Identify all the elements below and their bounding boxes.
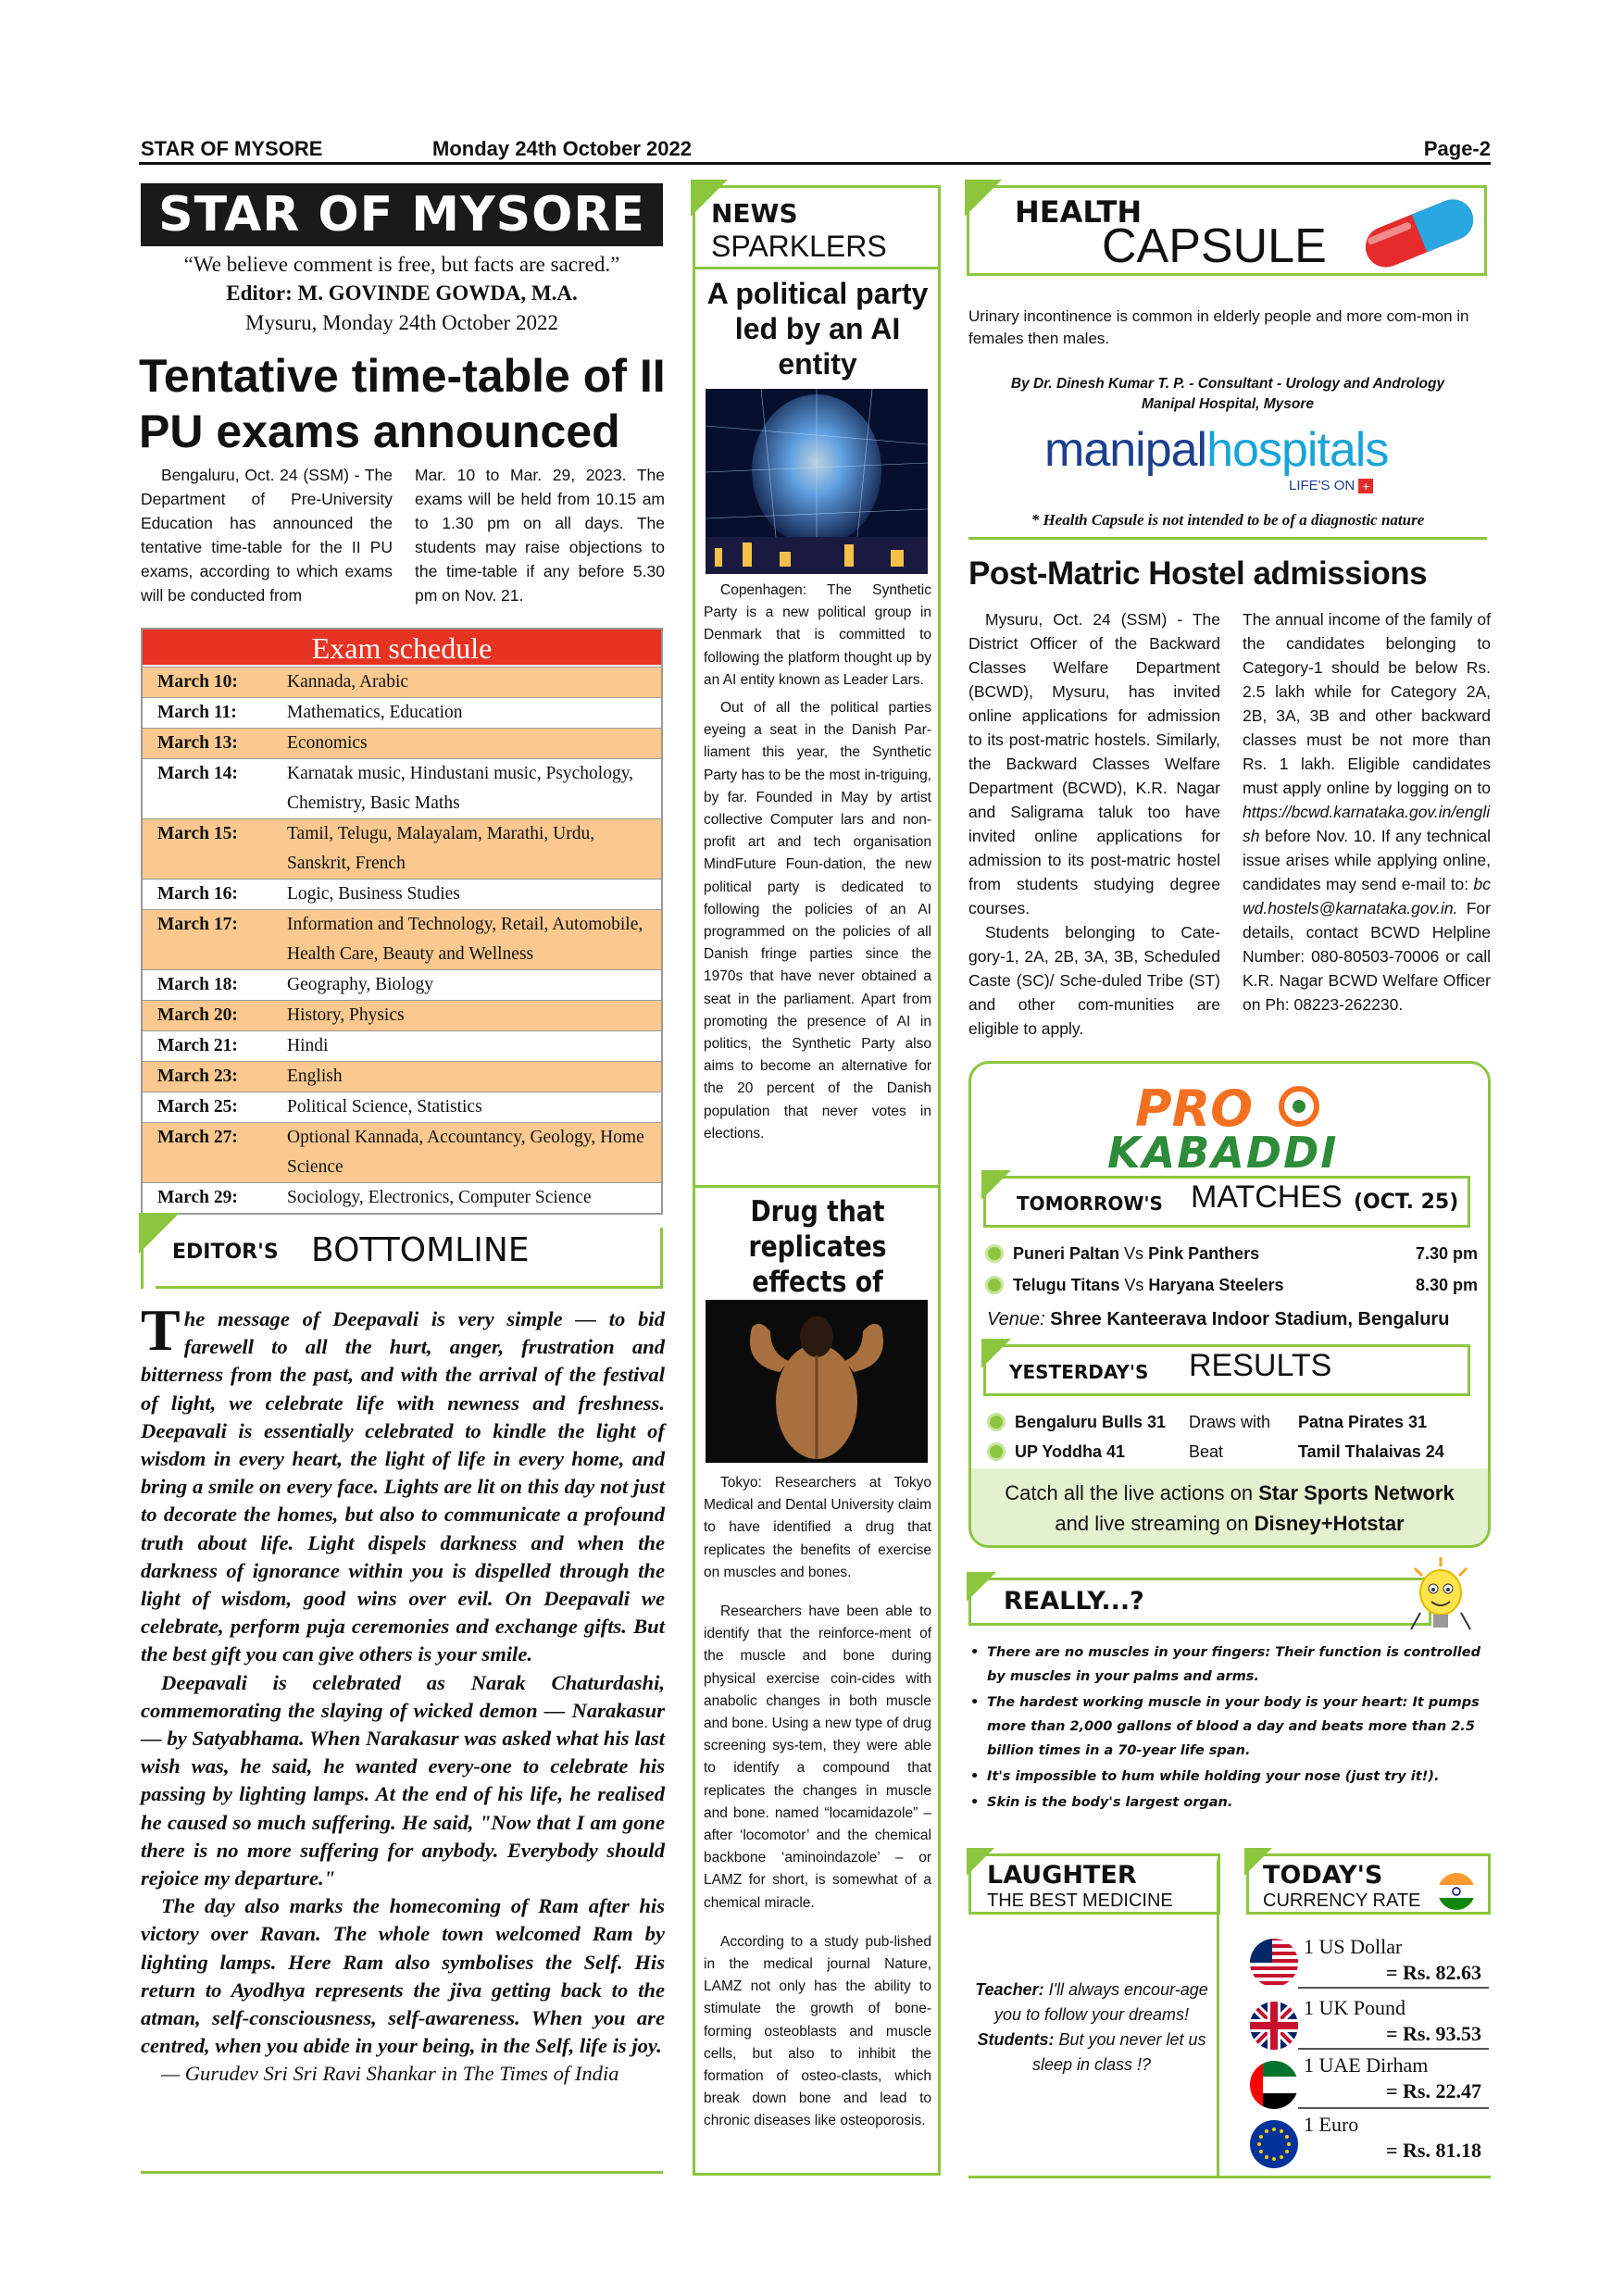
exam-subjects: Hindi xyxy=(287,1036,329,1055)
editorial-p1: he message of Deepavali is very simple — to bid farewell to all the hurt, anger, frustration and bitterness from the past, and with the arrival of the festival of light, we celebrate life with newness and freshness. Deepavali is essentially celebrated to kindle the light of wisdom in every heart, the light of life in every home, and bring a smile on every face. Lights are lit on this day not just to decorate the homes, but also to communicate a profound truth about life. Light dispels darkness and when the darkness of ignorance within you is dispelled through the light of wisdom, good wins over evil. On Deepavali we celebrate, perform puja ceremonies and exchange gifts. But the best gift you can give others is your smile. xyxy=(141,1307,665,1666)
bullet-dot-icon xyxy=(985,1276,1004,1294)
match-team2: Haryana Steelers xyxy=(1148,1276,1284,1294)
exam-date: March 11: xyxy=(157,703,237,722)
result-team1: UP Yoddha 41 xyxy=(1015,1442,1126,1461)
broadcast-channel: Star Sports Network xyxy=(1258,1481,1455,1504)
hostel-col1-p2: Students belonging to Cate-gory-1, 2A, 2B, 3A, 3B, Scheduled Caste (SC)/ Sche-duled Tribe (ST) and other com-munities are eligible to apply. xyxy=(968,923,1220,1038)
health-text: Urinary incontinence is common in elderly people and more com-mon in females then males. xyxy=(968,307,1469,347)
fact-item xyxy=(968,1765,1493,1789)
india-flag-icon xyxy=(1437,1872,1476,1911)
capsule-pill-icon xyxy=(1350,189,1489,278)
corner-tab-icon xyxy=(981,1339,1011,1368)
exam-schedule-table xyxy=(141,628,663,1215)
kabaddi-logo2: KABADDI xyxy=(1107,1128,1339,1178)
hostel-col2-b: before Nov. 10. If any technical issue arises while applying online, candidates may send e-mail to: xyxy=(1243,827,1491,893)
exam-row xyxy=(143,667,661,697)
facts-list xyxy=(968,1641,1493,1815)
result-verb: Draws with xyxy=(1189,1413,1271,1431)
corner-tab-icon xyxy=(967,1572,996,1602)
result-row xyxy=(987,1439,1478,1468)
match-team1: Telugu Titans xyxy=(1013,1276,1120,1294)
exam-row xyxy=(143,1000,661,1030)
yesterday-big: RESULTS xyxy=(1189,1348,1332,1383)
masthead-dateline: Mysuru, Monday 24th October 2022 xyxy=(245,311,558,334)
health-byline1: By Dr. Dinesh Kumar T. P. - Consultant - Urology and Andrology xyxy=(1010,376,1445,392)
bullet-icon: • xyxy=(970,1695,980,1710)
laughter-joke xyxy=(968,1978,1215,2078)
exam-row xyxy=(143,1122,661,1182)
col1-rule xyxy=(141,2171,663,2174)
really-label: REALLY...? xyxy=(1004,1587,1144,1616)
hostel-headline: Post-Matric Hostel admissions xyxy=(968,555,1428,592)
exam-schedule-title: Exam schedule xyxy=(143,630,661,667)
kabaddi-broadcast xyxy=(971,1468,1488,1545)
bottomline-frame-left xyxy=(141,1228,144,1289)
exam-schedule-rows xyxy=(143,667,661,1213)
editorial-credit: — Gurudev Sri Sri Ravi Shankar in The Times of India xyxy=(161,2062,619,2086)
match-team1: Puneri Paltan xyxy=(1013,1244,1120,1263)
result-team2: Patna Pirates 31 xyxy=(1298,1413,1428,1431)
lead-col1: Bengaluru, Oct. 24 (SSM) - The Department of Pre-University Education has announced the tentative time-table for the II PU exams, according to which exams will be conducted from xyxy=(141,466,393,605)
header-paper: STAR OF MYSORE xyxy=(141,137,323,160)
venue-name: Shree Kanteerava Indoor Stadium, Bengaluru xyxy=(1050,1309,1450,1329)
header-date: Monday 24th October 2022 xyxy=(432,137,692,160)
exam-date: March 14: xyxy=(157,764,238,783)
hostel-email-link[interactable]: bcwd.hostels@karnataka.gov.in. xyxy=(1243,875,1491,917)
result-row xyxy=(987,1409,1478,1439)
story1-p1: Copenhagen: The Synthetic Party is a new political group in Denmark that is committed to following the platform thought up by an AI entity known as Leader Lars. xyxy=(704,582,931,688)
match-team2: Pink Panthers xyxy=(1148,1244,1260,1263)
exam-row xyxy=(143,1092,661,1122)
exam-row xyxy=(143,909,661,969)
student-label: Students: xyxy=(977,2030,1055,2049)
editorial-p3: The day also marks the homecoming of Ram after his victory over Ravan. The whole town welcomed Ram by lighting lamps. Here Ram also symbolises the Self. His return to Ayodhya represents the jiva getting back to the atman, self-consciousness, self-awareness. When you are centred, when you abide in your being, in the Self, life is joy. xyxy=(141,1894,665,2058)
hostel-col2-a: The annual income of the family of the candidates belonging to Category-1 should be below Rs. 2.5 lakh while for Category 2A, 2B, 3A, 3B and other backward classes must be not more than Rs. 1 lakh. Eligible candidates must apply online by logging on to xyxy=(1243,610,1491,797)
hostel-col2 xyxy=(1243,607,1491,1017)
laughter-label2: THE BEST MEDICINE xyxy=(987,1890,1173,1911)
kabaddi-emblem-icon xyxy=(1278,1085,1320,1128)
exam-date: March 13: xyxy=(157,733,238,753)
exam-subjects: Geography, Biology xyxy=(287,975,433,994)
result-list xyxy=(987,1409,1478,1468)
lead-headline: Tentative time-table of II PU exams announced xyxy=(139,350,666,457)
editorial-p2: Deepavali is celebrated as Narak Chaturdashi, commemorating the slaying of wicked demon — Narakasur — by Satyabhama. When Narakasur was asked what his last wish was, he said, he wanted every-one to celebrate his passing by lighting lamps. At the end of his life, he realised he caused so much suffering. He said, "Now that I am gone there is no more suffering for anybody. Everybody should rejoice my departure." xyxy=(141,1670,665,1890)
story1-p2: Out of all the political parties eyeing a seat in the Danish Par-liament this year, the Synthetic Party has to be the most in-triguing, by far. Founded in May by artist collective Computer lars and non-profit art and tech organisation MindFuture Foun-dation, the new political party is dedicated to following the policies of an AI programmed on the policies of all Danish fringe parties since the 1970s that have never obtained a seat in the parliament. Apart from promoting the presence of AI in politics, the Synthetic Party also aims to become an alternative for the 20 percent of the Danish population that never votes in elections. xyxy=(704,700,931,1142)
sparklers-divider xyxy=(693,1185,941,1188)
exam-date: March 25: xyxy=(157,1097,238,1117)
match-row xyxy=(981,1272,1481,1304)
exam-subjects: Karnatak music, Hindustani music, Psychology, Chemistry, Basic Maths xyxy=(287,764,634,813)
hostel-url-link[interactable]: https://bcwd.karnataka.gov.in/english xyxy=(1243,803,1491,845)
exam-subjects: Political Science, Statistics xyxy=(287,1097,482,1117)
hostel-col1-p1: Mysuru, Oct. 24 (SSM) - The District Officer of the Backward Classes Welfare Department (BCWD), Mysuru, has invited online applications for admission to its post-matric hostels. Similarly, the Backward Classes Welfare Department (BCWD), K.R. Nagar and Saligrama taluk too have invited online applications for admission to its post-matric hostel from students studying degree courses. xyxy=(968,610,1220,917)
header-page: Page-2 xyxy=(1423,137,1491,160)
tomorrow-small: TOMORROW'S xyxy=(1017,1192,1163,1215)
bottomline-label-big: BOTTOMLINE xyxy=(311,1231,530,1269)
currency-list xyxy=(1304,1935,1489,2172)
match-row xyxy=(981,1241,1481,1272)
manipal-tagline-text: LIFE'S ON xyxy=(1289,478,1355,493)
match-vs: Vs xyxy=(1124,1276,1144,1294)
story1-body xyxy=(704,580,931,1145)
fact-text: It's impossible to hum while holding your nose (just try it!). xyxy=(987,1769,1440,1784)
bullet-icon: • xyxy=(970,1795,980,1810)
exam-date: March 27: xyxy=(157,1128,238,1147)
exam-subjects: History, Physics xyxy=(287,1005,405,1025)
bullet-dot-icon xyxy=(987,1413,1006,1431)
exam-date: March 23: xyxy=(157,1067,238,1086)
sparklers-rule xyxy=(693,267,941,269)
corner-tab-icon xyxy=(965,180,1002,217)
masthead-motto: “We believe comment is free, but facts are sacred.” xyxy=(183,253,620,276)
teacher-line: I'll always encour-age you to follow your dreams! xyxy=(993,1980,1208,2024)
fact-text: The hardest working muscle in your body is your heart: It pumps more than 2,000 gallons of blood a day and beats more than 2.5 billion times in a 70-year life span. xyxy=(987,1695,1480,1758)
health-label2: CAPSULE xyxy=(1102,219,1327,273)
manipal-logo-a: manipal xyxy=(1044,423,1207,477)
dropcap: T xyxy=(141,1297,181,1363)
editorial-body xyxy=(141,1297,665,2089)
exam-row xyxy=(143,728,661,758)
exam-row xyxy=(143,697,661,728)
currency-label2: CURRENCY RATE xyxy=(1263,1890,1421,1911)
currency-label1: TODAY'S xyxy=(1263,1861,1383,1890)
laughter-label1: LAUGHTER xyxy=(987,1861,1137,1890)
uae-flag-icon xyxy=(1248,2059,1300,2111)
match-list xyxy=(981,1241,1481,1330)
lightbulb-character-icon xyxy=(1407,1555,1474,1641)
exam-date: March 18: xyxy=(157,975,238,994)
exam-subjects: Information and Technology, Retail, Automobile, Health Care, Beauty and Wellness xyxy=(287,915,643,964)
currency-name: 1 UAE Dirham xyxy=(1304,2053,1429,2077)
venue-label: Venue: xyxy=(987,1309,1045,1329)
exam-date: March 29: xyxy=(157,1188,238,1207)
exam-date: March 21: xyxy=(157,1036,238,1055)
fact-item xyxy=(968,1791,1493,1815)
kabaddi-logo1: PRO xyxy=(1135,1079,1254,1138)
match-time: 8.30 pm xyxy=(1415,1276,1478,1294)
teacher-label: Teacher: xyxy=(975,1980,1044,1999)
story2-p1: Tokyo: Researchers at Tokyo Medical and Dental University claim to have identified a drug that replicates the benefits of exercise on muscles and bones. xyxy=(704,1475,931,1580)
exam-subjects: Economics xyxy=(287,733,368,753)
hostel-col2-c: For details, contact BCWD Helpline Number: 080-80503-70006 or call K.R. Nagar BCWD Welfare Officer on Ph: 08223-262230. xyxy=(1243,899,1491,1014)
exam-row xyxy=(143,969,661,1000)
col3-bottom-rule xyxy=(968,2176,1491,2178)
tomorrow-big: MATCHES xyxy=(1191,1179,1343,1215)
exam-subjects: Sociology, Electronics, Computer Science xyxy=(287,1188,592,1207)
exam-row xyxy=(143,1030,661,1061)
masthead-editor: Editor: M. GOVINDE GOWDA, M.A. xyxy=(226,281,578,305)
bottomline-label-small: EDITOR'S xyxy=(172,1241,279,1264)
masthead-title: STAR OF MYSORE xyxy=(141,183,663,246)
fact-item xyxy=(968,1691,1493,1763)
sparklers-label1: NEWS xyxy=(711,198,798,229)
story2-title: Drug that replicates effects of xyxy=(748,1195,887,1299)
match-time: 7.30 pm xyxy=(1415,1244,1478,1263)
manipal-tagline xyxy=(1289,478,1373,493)
exam-subjects: Tamil, Telugu, Malayalam, Marathi, Urdu, Sanskrit, French xyxy=(287,824,595,873)
story1-title: A political party led by an AI entity xyxy=(706,277,929,381)
health-byline xyxy=(968,374,1487,415)
laughter-divider xyxy=(1217,1861,1219,2176)
broadcast-text2: and live streaming on xyxy=(1055,1512,1255,1535)
currency-row xyxy=(1304,2053,1489,2113)
ai-face-image xyxy=(706,389,928,574)
exam-date: March 16: xyxy=(157,884,238,904)
bullet-icon: • xyxy=(970,1769,980,1784)
exam-date: March 10: xyxy=(157,672,238,692)
yesterday-small: YESTERDAY'S xyxy=(1009,1361,1149,1383)
exam-row xyxy=(143,879,661,909)
result-verb: Beat xyxy=(1189,1442,1224,1461)
story2-p3: According to a study pub-lished in the medical journal Nature, LAMZ not only has the ability to stimulate the growth of bone-forming osteoblasts and muscle cells, but also to inhibit the formation of osteo-clasts, which break down bone and lead to chronic diseases like osteoporosis. xyxy=(704,1933,931,2129)
page-header xyxy=(139,135,1491,165)
currency-rate: = Rs. 22.47 xyxy=(1386,2079,1481,2103)
student-line: But you never let us sleep in class !? xyxy=(1031,2030,1206,2074)
currency-rate: = Rs. 82.63 xyxy=(1386,1961,1481,1984)
currency-rule xyxy=(1298,1987,1489,1989)
currency-name: 1 US Dollar xyxy=(1304,1935,1403,1958)
lead-col2: Mar. 10 to Mar. 29, 2023. The exams will be held from 10.15 am to 1.30 pm on all days. The students may raise objections to the time-table if any before 5.30 pm on Nov. 21. xyxy=(415,466,665,605)
tomorrow-date: (OCT. 25) xyxy=(1354,1191,1459,1214)
health-byline2: Manipal Hospital, Mysore xyxy=(1141,396,1315,412)
match-vs: Vs xyxy=(1124,1244,1144,1263)
currency-name: 1 UK Pound xyxy=(1304,1996,1406,2019)
health-disclaimer: * Health Capsule is not intended to be of a diagnostic nature xyxy=(1031,511,1425,529)
currency-rule xyxy=(1298,2107,1489,2109)
manipal-logo-b: hospitals xyxy=(1206,423,1389,477)
bullet-dot-icon xyxy=(985,1244,1004,1263)
fact-item xyxy=(968,1641,1493,1689)
exam-subjects: Kannada, Arabic xyxy=(287,672,409,692)
fact-text: There are no muscles in your fingers: Their function is controlled by muscles in your palms and arms. xyxy=(987,1645,1480,1684)
muscle-man-image xyxy=(706,1300,928,1463)
exam-date: March 15: xyxy=(157,824,238,843)
manipal-logo xyxy=(1044,422,1388,478)
currency-row xyxy=(1304,1996,1489,2053)
story2-p2: Researchers have been able to identify that the reinforce-ment of the muscle and bone during physical exercise coin-cides with anabolic changes in both muscle and bone. Using a new type of drug screening sys-tem, they were able to identify a compound that replicates the changes in muscle and bone. named “locamidazole” – after ‘locomotor’ and the chemical backbone ‘aminoindazole’ – or LAMZ for short, is somewhat of a chemical miracle. xyxy=(704,1603,931,1911)
bullet-dot-icon xyxy=(987,1442,1006,1461)
eu-flag-icon xyxy=(1248,2118,1300,2170)
hostel-col1 xyxy=(968,607,1220,1041)
exam-row xyxy=(143,1182,661,1213)
result-team1: Bengaluru Bulls 31 xyxy=(1015,1413,1167,1431)
currency-rule xyxy=(1298,2048,1489,2050)
health-rule xyxy=(968,537,1487,540)
exam-date: March 17: xyxy=(157,915,238,934)
plus-icon: + xyxy=(1358,479,1373,493)
match-venue xyxy=(981,1309,1481,1330)
exam-row xyxy=(143,758,661,818)
exam-subjects: English xyxy=(287,1067,343,1086)
exam-date: March 20: xyxy=(157,1005,238,1025)
uk-flag-icon xyxy=(1248,2000,1300,2052)
fact-text: Skin is the body's largest organ. xyxy=(987,1795,1233,1810)
currency-row xyxy=(1304,2113,1489,2172)
currency-name: 1 Euro xyxy=(1304,2113,1359,2136)
broadcast-stream: Disney+Hotstar xyxy=(1254,1512,1405,1535)
exam-row xyxy=(143,1061,661,1092)
really-facts xyxy=(968,1641,1493,1816)
story2-body xyxy=(704,1472,931,2133)
sparklers-label2: SPARKLERS xyxy=(711,230,887,263)
result-team2: Tamil Thalaivas 24 xyxy=(1298,1442,1444,1461)
currency-rate: = Rs. 93.53 xyxy=(1386,2022,1481,2045)
currency-rate: = Rs. 81.18 xyxy=(1386,2139,1481,2162)
exam-subjects: Mathematics, Education xyxy=(287,703,463,722)
exam-row xyxy=(143,818,661,879)
us-flag-icon xyxy=(1248,1937,1300,1989)
corner-tab-icon xyxy=(981,1170,1011,1200)
health-label1: HEALTH xyxy=(1015,194,1143,230)
exam-subjects: Logic, Business Studies xyxy=(287,884,460,904)
broadcast-text1: Catch all the live actions on xyxy=(1005,1481,1259,1504)
currency-row xyxy=(1304,1935,1489,1996)
bullet-icon: • xyxy=(970,1645,980,1660)
exam-subjects: Optional Kannada, Accountancy, Geology, Home Science xyxy=(287,1128,644,1177)
